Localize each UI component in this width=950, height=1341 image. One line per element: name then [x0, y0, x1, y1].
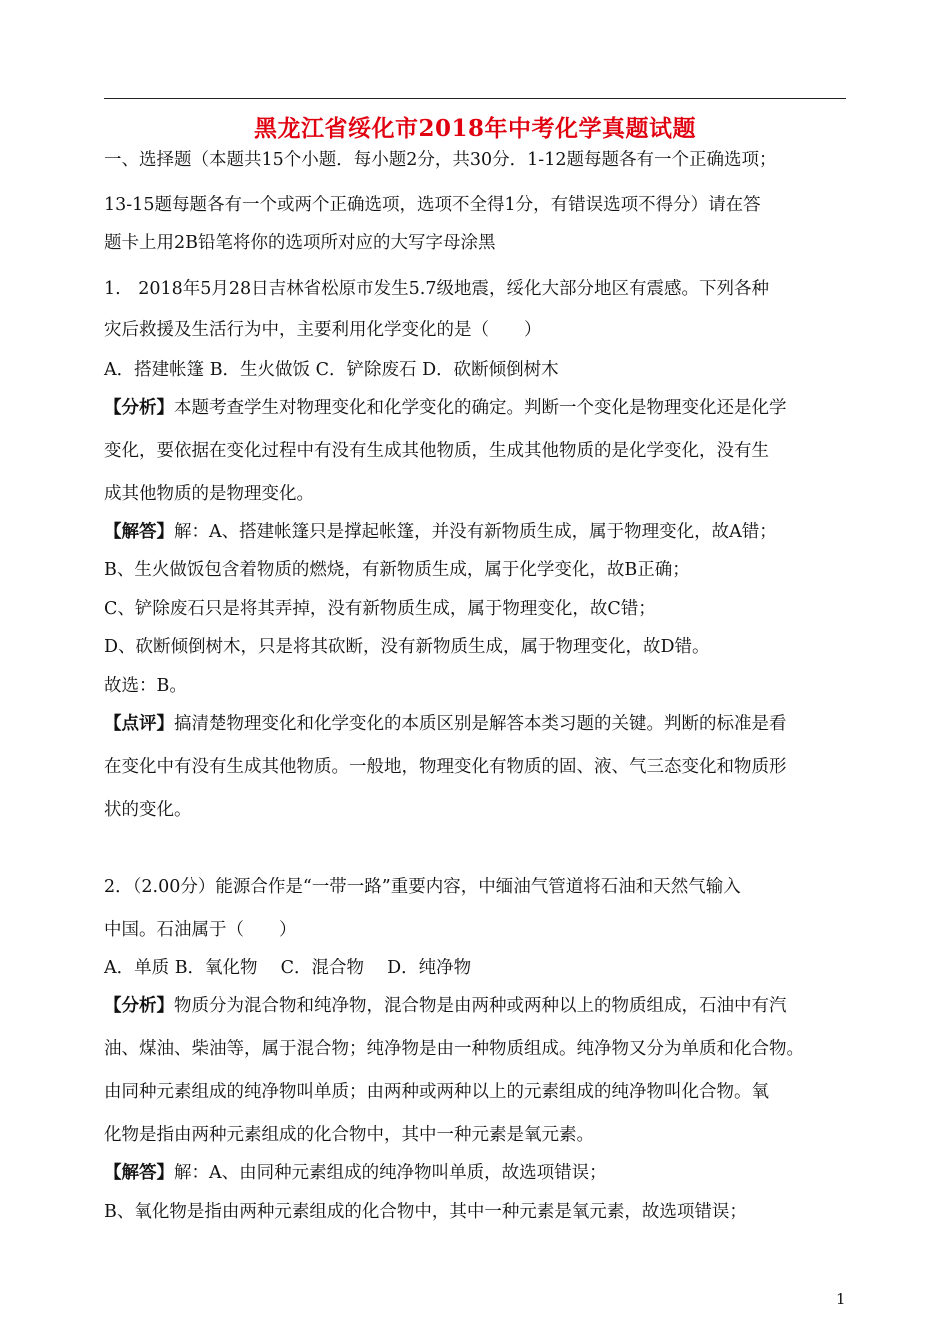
q1-answer-line: C、铲除废石只是将其弄掉，没有新物质生成，属于物理变化，故C错；	[104, 599, 656, 619]
answer-tag: 【解答】	[104, 1163, 174, 1183]
q1-options: A．搭建帐篷 B．生火做饭 C．铲除废石 D．砍断倾倒树木	[104, 360, 559, 380]
q2-answer-line: B、氧化物是指由两种元素组成的化合物中，其中一种元素是氧元素，故选项错误；	[104, 1202, 747, 1222]
analysis-tag: 【分析】	[104, 398, 174, 418]
comment-text: 搞清楚物理变化和化学变化的本质区别是解答本类习题的关键。判断的标准是看	[174, 714, 787, 734]
answer-text: 解：A、由同种元素组成的纯净物叫单质，故选项错误；	[174, 1163, 607, 1183]
q1-comment-line: 状的变化。	[104, 800, 192, 820]
q2-answer-line	[104, 1161, 607, 1185]
q1-comment-line	[104, 712, 787, 736]
q2-stem-line: 2．（2.00分）能源合作是“一带一路”重要内容，中缅油气管道将石油和天然气输入	[104, 877, 741, 897]
q1-answer-line: 故选：B。	[104, 676, 187, 696]
header-rule	[104, 98, 846, 99]
analysis-text: 物质分为混合物和纯净物，混合物是由两种或两种以上的物质组成，石油中有汽	[174, 996, 787, 1016]
q1-stem-line: 灾后救援及生活行为中，主要利用化学变化的是（ ）	[104, 320, 542, 340]
q1-stem-line: 1. 2018年5月28日吉林省松原市发生5.7级地震，绥化大部分地区有震感。下列各种	[104, 279, 769, 299]
section-intro-line: 题卡上用2B铅笔将你的选项所对应的大写字母涂黑	[104, 233, 496, 253]
analysis-text: 本题考查学生对物理变化和化学变化的确定。判断一个变化是物理变化还是化学	[174, 398, 787, 418]
section-intro-line: 一、选择题（本题共15个小题．每小题2分，共30分．1-12题每题各有一个正确选项；	[104, 150, 777, 170]
q1-answer-line: B、生火做饭包含着物质的燃烧，有新物质生成，属于化学变化，故B正确；	[104, 560, 690, 580]
page-title: 黑龙江省绥化市2018年中考化学真题试题	[253, 115, 696, 142]
page-number: 1	[836, 1290, 846, 1308]
q1-analysis-line: 变化，要依据在变化过程中有没有生成其他物质，生成其他物质的是化学变化，没有生	[104, 441, 769, 461]
q1-analysis-line	[104, 396, 787, 420]
comment-tag: 【点评】	[104, 714, 174, 734]
q1-answer-line: D、砍断倾倒树木，只是将其砍断，没有新物质生成，属于物理变化，故D错。	[104, 637, 710, 657]
q2-analysis-line: 油、煤油、柴油等，属于混合物；纯净物是由一种物质组成。纯净物又分为单质和化合物。	[104, 1039, 804, 1059]
analysis-tag: 【分析】	[104, 996, 174, 1016]
q2-analysis-line	[104, 994, 787, 1018]
answer-text: 解：A、搭建帐篷只是撑起帐篷，并没有新物质生成，属于物理变化，故A错；	[174, 522, 777, 542]
q2-analysis-line: 化物是指由两种元素组成的化合物中，其中一种元素是氧元素。	[104, 1125, 594, 1145]
q1-analysis-line: 成其他物质的是物理变化。	[104, 484, 314, 504]
q1-answer-line	[104, 520, 777, 544]
q2-options: A．单质 B．氧化物 C．混合物 D．纯净物	[104, 958, 472, 978]
q2-stem-line: 中国。石油属于（ ）	[104, 920, 297, 940]
q1-comment-line: 在变化中有没有生成其他物质。一般地，物理变化有物质的固、液、气三态变化和物质形	[104, 757, 787, 777]
q2-analysis-line: 由同种元素组成的纯净物叫单质；由两种或两种以上的元素组成的纯净物叫化合物。氧	[104, 1082, 769, 1102]
section-intro-line: 13-15题每题各有一个或两个正确选项，选项不全得1分，有错误选项不得分）请在答	[104, 195, 761, 215]
answer-tag: 【解答】	[104, 522, 174, 542]
